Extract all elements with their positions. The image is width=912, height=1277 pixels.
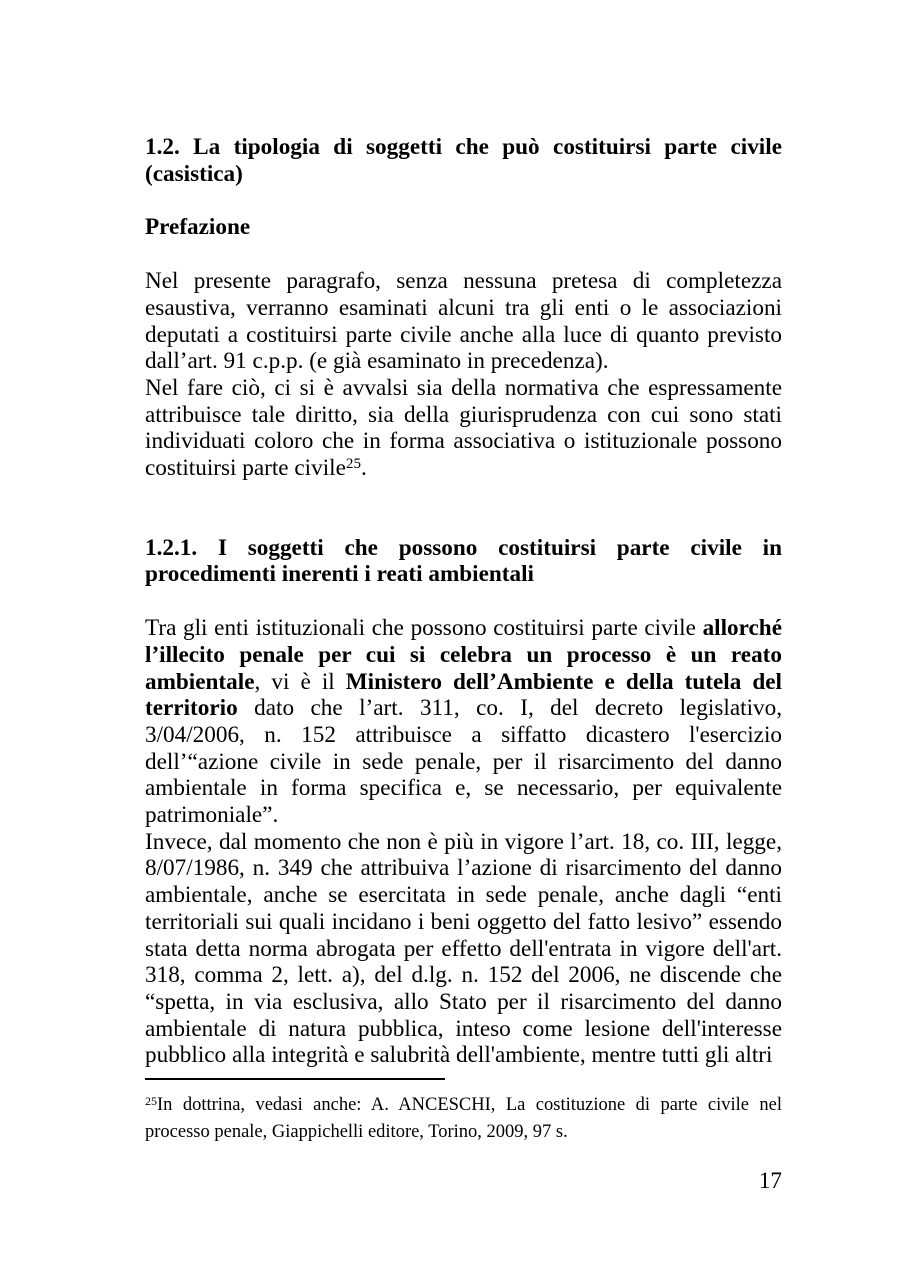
footnote-separator-rule <box>145 1078 445 1080</box>
prefazione-paragraph-1: Nel presente paragrafo, senza nessuna pretesa di completezza esaustiva, verranno esaminati alcuni tra gli enti o le associazioni deputati a costituirsi parte civile anche alla luce di quanto previsto dall’art. 91 c.p.p. (e già esaminato in precedenza). <box>145 268 782 375</box>
footnote-25: $^{25}$In dottrina, vedasi anche: A. ANCESCHI, La costituzione di parte civile nel processo penale, Giappichelli editore, Torino, 2009, 97 s. <box>145 1093 782 1142</box>
section-heading-1-2: 1.2. La tipologia di soggetti che può costituirsi parte civile (casistica) <box>145 134 782 187</box>
ambientali-paragraph-1: Tra gli enti istituzionali che possono costituirsi parte civile allorché l’illecito penale per cui si celebra un processo è un reato ambientale, vi è il Ministero dell’Ambiente e della tutela del territorio dato che l’art. 311, co. I, del decreto legislativo, 3/04/2006, n. 152 attribuisce a siffatto dicastero l'esercizio dell’“azione civile in sede penale, per il risarcimento del danno ambientale in forma specifica e, se necessario, per equivalente patrimoniale”. <box>145 615 782 829</box>
prefazione-paragraph-2: Nel fare ciò, ci si è avvalsi sia della normativa che espressamente attribuisce tale diritto, sia della giurisprudenza con cui sono stati individuati coloro che in forma associativa o istituzionale possono costituirsi parte civile$^{25}$. <box>145 374 782 482</box>
page-body-text <box>145 134 782 1069</box>
page-number: 17 <box>758 1168 782 1194</box>
section-heading-1-2-1: 1.2.1. I soggetti che possono costituirsi parte civile in procedimenti inerenti i reati ambientali <box>145 534 782 588</box>
footnote-area <box>145 1066 782 1145</box>
ambientali-paragraph-2: Invece, dal momento che non è più in vigore l’art. 18, co. III, legge, 8/07/1986, n. 349 che attribuiva l’azione di risarcimento del danno ambientale, anche se esercitata in sede penale, anche dagli “enti territoriali sui quali incidano i beni oggetto del fatto lesivo” essendo stata detta norma abrogata per effetto dell'entrata in vigore dell'art. 318, comma 2, lett. a), del d.lg. n. 152 del 2006, ne discende che “spetta, in via esclusiva, allo Stato per il risarcimento del danno ambientale di natura pubblica, inteso come lesione dell'interesse pubblico alla integrità e salubrità dell'ambiente, mentre tutti gli altri <box>145 828 782 1069</box>
prefazione-heading: Prefazione <box>145 214 251 241</box>
